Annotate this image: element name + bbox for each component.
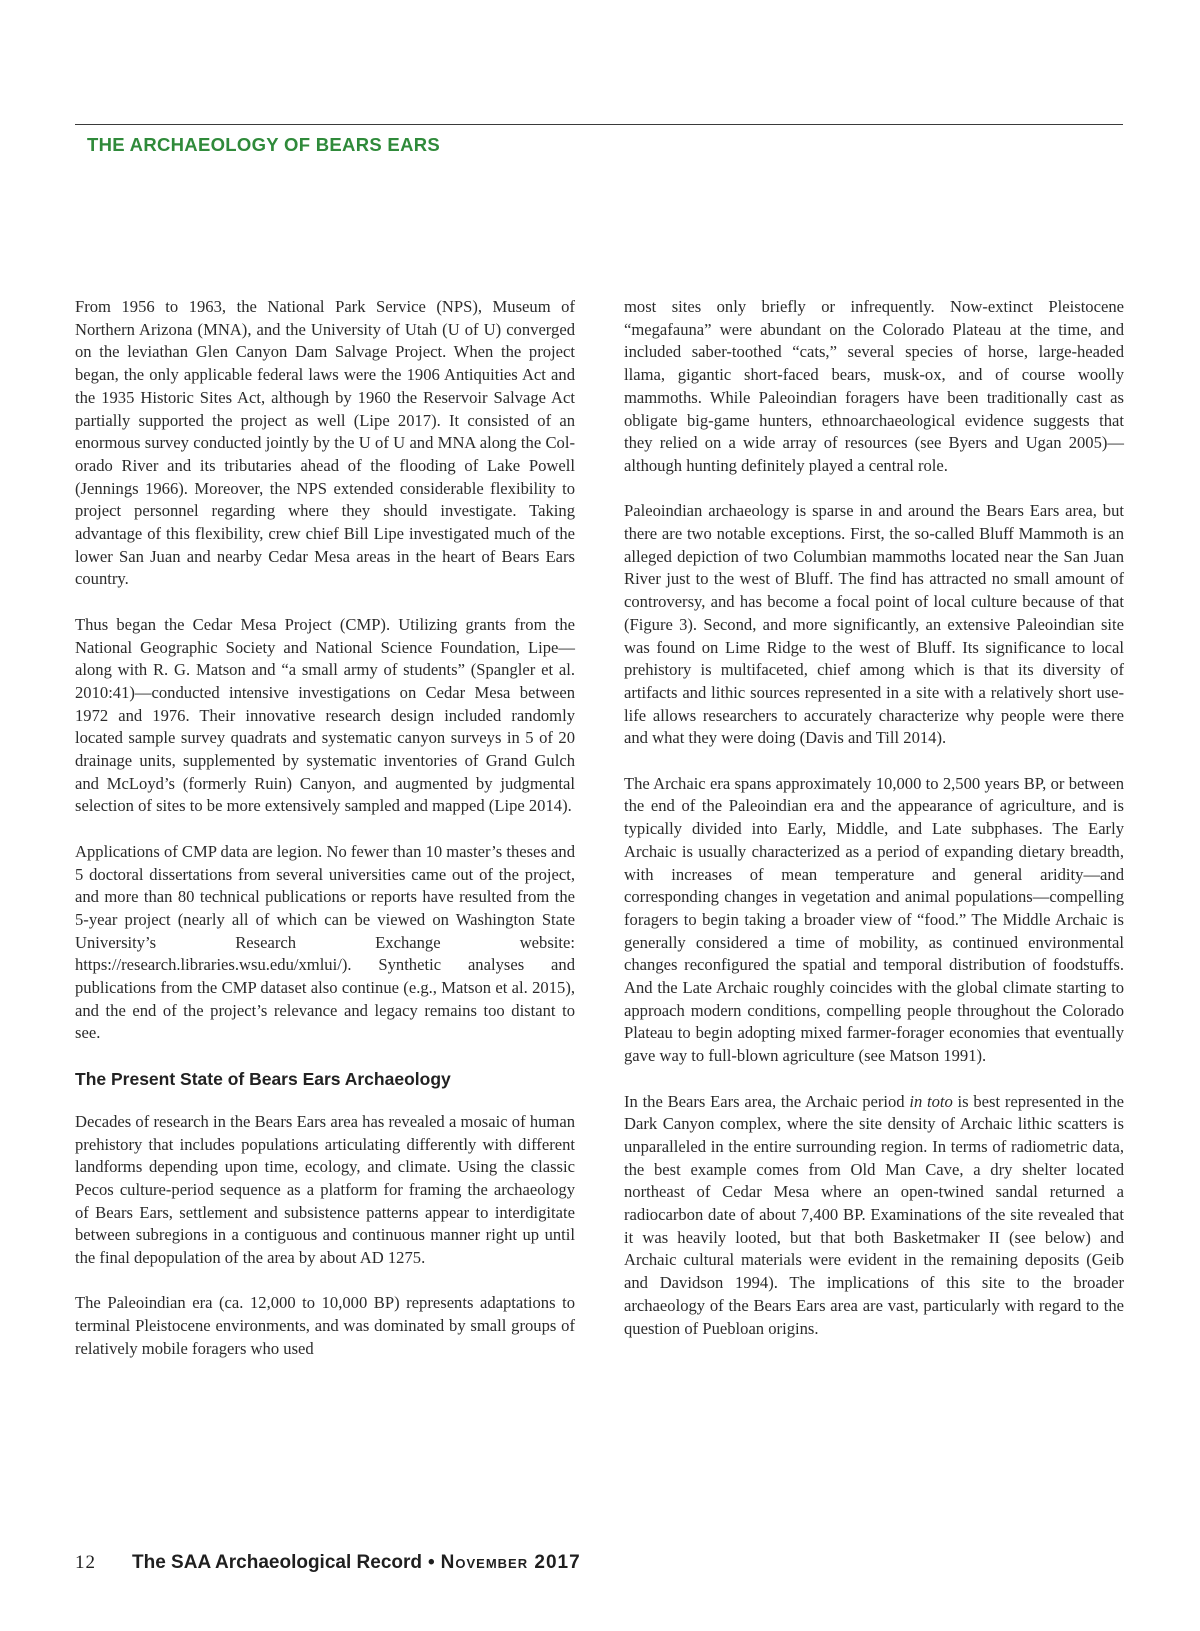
section-heading: The Present State of Bears Ears Archaeology	[75, 1068, 451, 1089]
running-head: THE ARCHAEOLOGY OF BEARS EARS	[87, 134, 441, 155]
page-number: 12	[75, 1552, 96, 1573]
paragraph: most sites only briefly or infrequently. Now-extinct Pleistocene “megafauna” were abundant on the Colorado Plateau at the time, and included saber-toothed “cats,” several species of horse, large-headed llama, gigantic short-faced bears, musk-ox, and of course woolly mammoths. While Paleoindian foragers have been traditionally cast as obligate big-game hunters, ethnoarchaeological evidence suggests that they relied on a wide array of resources (see Byers and Ugan 2005)—although hunting definitely played a central role.	[624, 297, 1124, 475]
left-column	[75, 296, 575, 1383]
paragraph: From 1956 to 1963, the National Park Service (NPS), Museum of Northern Arizona (MNA), and the University of Utah (U of U) converged on the leviathan Glen Canyon Dam Salvage Project. When the project began, the only applicable federal laws were the 1906 Antiquities Act and the 1935 Historic Sites Act, although by 1960 the Reservoir Salvage Act partially supported the project as well (Lipe 2017). It consisted of an enormous survey conducted jointly by the U of U and MNA along the Colorado River and its tributaries ahead of the flooding of Lake Powell (Jennings 1966). Moreover, the NPS extended considerable flexibility to project personnel regarding where they should investigate. Taking advantage of this flexibility, crew chief Bill Lipe investigated much of the lower San Juan and nearby Cedar Mesa areas in the heart of Bears Ears country.	[75, 297, 575, 589]
paragraph: Applications of CMP data are legion. No fewer than 10 master’s theses and 5 doctoral dissertations from several universities came out of the project, and more than 80 technical publications or reports have resulted from the 5-year project (nearly all of which can be viewed on Washington State University’s Research Exchange website: https://research.libraries.wsu.edu/xmlui/). Synthetic analyses and publications from the CMP dataset also continue (e.g., Matson et al. 2015), and the end of the project’s relevance and legacy remains too distant to see.	[75, 841, 575, 1043]
italic-text: in toto	[909, 1091, 953, 1111]
right-column	[624, 296, 1124, 1363]
paragraph-text: is best represented in the Dark Canyon complex, where the site density of Archaic lithic scatters is unparalleled in the entire surrounding region. In terms of radiometric data, the best example comes from Old Man Cave, a dry shelter located northeast of Cedar Mesa where an open-twined sandal returned a radiocarbon date of about 7,400 BP. Examinations of the site revealed that it was heavily looted, but that both Basketmaker II (see below) and Archaic cultural materials were evident in the remaining deposits (Geib and Davidson 1994). The implications of this site to the broader archaeology of the Bears Ears area are vast, particularly with regard to the question of Puebloan origins.	[624, 1091, 1124, 1338]
paragraph-text: In the Bears Ears area, the Archaic period	[624, 1091, 910, 1111]
paragraph: The Archaic era spans approximately 10,000 to 2,500 years BP, or between the end of the Paleoindian era and the appearance of agriculture, and is typically divided into Early, Middle, and Late subphases. The Early Archaic is usually characterized as a period of expanding dietary breadth, with increases of mean temperature and general aridity—and corresponding changes in vegetation and animal populations—compelling foragers to begin taking a broader view of “food.” The Middle Archaic is generally considered a time of mobility, as continued environmental changes reconfigured the spatial and temporal distribution of foodstuffs. And the Late Archaic roughly coincides with the global climate starting to approach modern conditions, compelling people throughout the Colorado Plateau to begin adopting mixed farmer-forager economies that eventually gave way to full-blown agriculture (see Matson 1991).	[624, 773, 1124, 1066]
footer-separator: •	[428, 1552, 435, 1573]
paragraph: Thus began the Cedar Mesa Project (CMP). Utilizing grants from the National Geographic Society and National Science Foundation, Lipe—along with R. G. Matson and “a small army of students” (Spangler et al. 2010:41)—conducted intensive investigations on Cedar Mesa between 1972 and 1976. Their innovative research design included randomly located sample survey quadrats and systematic canyon surveys in 5 of 20 drainage units, supplemented by systematic inventories of Grand Gulch and McLoyd’s (formerly Ruin) Canyon, and augmented by judgmental selection of sites to be more extensively sampled and mapped (Lipe 2014).	[75, 614, 575, 816]
paragraph: Decades of research in the Bears Ears area has revealed a mosaic of human prehistory that includes populations articulating differently with different landforms depending upon time, ecology, and climate. Using the classic Pecos culture-period sequence as a platform for framing the archaeology of Bears Ears, settlement and subsistence patterns appear to interdigitate between subregions in a contiguous and continuous manner right up until the final depopulation of the area by about AD 1275.	[75, 1111, 575, 1268]
paragraph: Paleoindian archaeology is sparse in and around the Bears Ears area, but there are two notable exceptions. First, the so-called Bluff Mammoth is an alleged depiction of two Columbian mammoths located near the San Juan River just to the west of Bluff. The find has attracted no small amount of controversy, and has become a focal point of local culture because of that (Figure 3). Second, and more significantly, an extensive Paleoindian site was found on Lime Ridge to the west of Bluff. Its significance to local prehistory is multifaceted, chief among which is that its diversity of artifacts and lithic sources represented in a site with a relatively short use-life allows researchers to accurately characterize why people were there and what they were doing (Davis and Till 2014).	[624, 501, 1124, 748]
publication-title: The SAA Archaeological Record	[132, 1552, 422, 1573]
header-rule	[75, 124, 1123, 125]
paragraph	[624, 1091, 1124, 1341]
page-footer	[75, 1552, 581, 1574]
paragraph: The Paleoindian era (ca. 12,000 to 10,000 BP) represents adaptations to terminal Pleistocene environments, and was dominated by small groups of relatively mobile foragers who used	[75, 1293, 575, 1358]
issue-date: November 2017	[440, 1552, 581, 1573]
